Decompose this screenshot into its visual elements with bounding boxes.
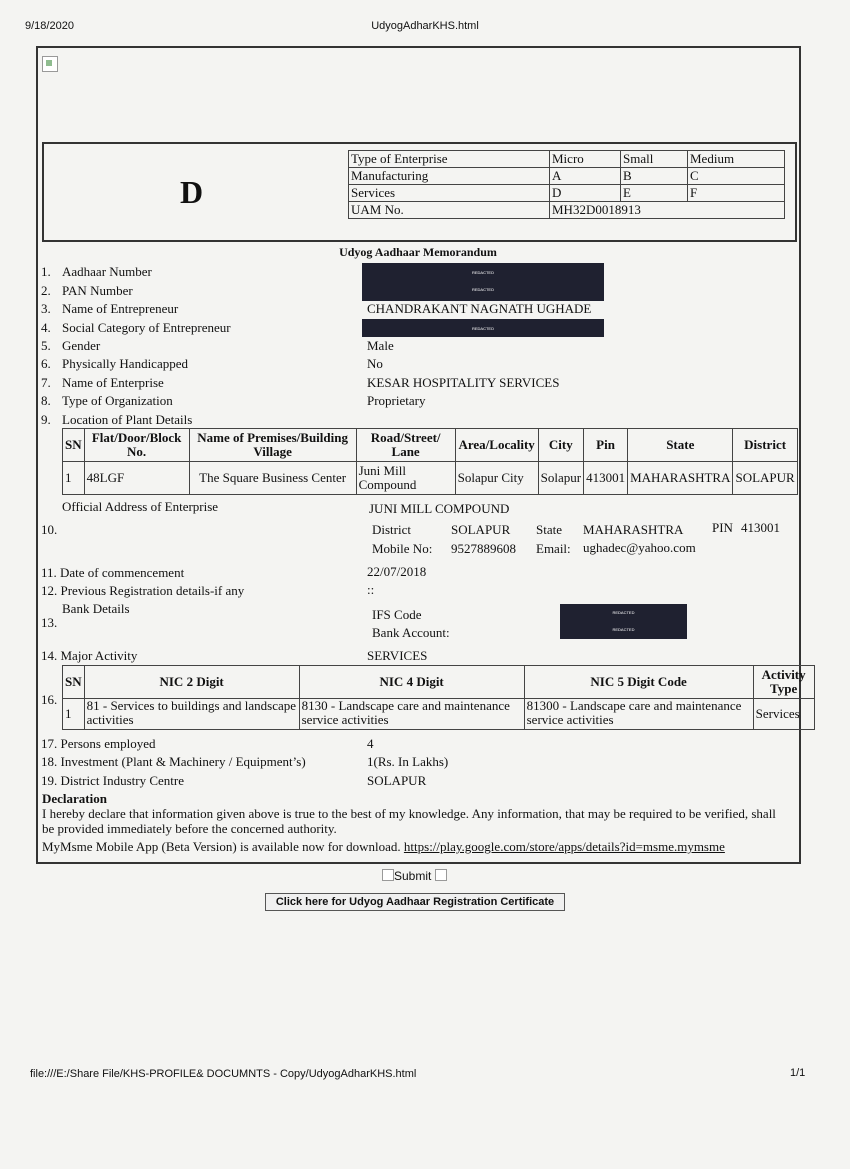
email-label: Email: <box>536 541 571 556</box>
aadhaar-label: Aadhaar Number <box>62 264 152 279</box>
item-number: 8. <box>41 393 51 408</box>
print-footer-path: file:///E:/Share File/KHS-PROFILE& DOCUMNTS - Copy/UdyogAdharKHS.html <box>30 1068 417 1080</box>
table-cell: 413001 <box>584 462 628 495</box>
item-number: 7. <box>41 375 51 390</box>
entrepreneur-label: Name of Entrepreneur <box>62 301 179 316</box>
table-cell: 48LGF <box>84 462 189 495</box>
redaction-text: REDACTED <box>612 627 635 632</box>
table-cell: D <box>550 185 621 202</box>
registration-certificate-button[interactable]: Click here for Udyog Aadhaar Registration Certificate <box>265 893 565 911</box>
item-number: 3. <box>41 301 51 316</box>
mobile-value: 9527889608 <box>451 541 516 556</box>
column-header: SN <box>63 429 85 462</box>
redaction-text: REDACTED <box>471 287 494 292</box>
email-value: ughadec@yahoo.com <box>583 540 696 555</box>
column-header: NIC 2 Digit <box>84 666 299 699</box>
item-number: 5. <box>41 338 51 353</box>
plant-location-label: Location of Plant Details <box>62 412 193 427</box>
table-cell: Services <box>349 185 550 202</box>
table-cell: 8130 - Landscape care and maintenance service activities <box>299 699 524 730</box>
pin-label: PIN <box>712 520 733 535</box>
mobile-app-text: MyMsme Mobile App (Beta Version) is available now for download. <box>42 839 401 854</box>
column-header: Area/Locality <box>455 429 538 462</box>
column-header: Activity Type <box>753 666 814 699</box>
table-cell: Solapur <box>538 462 583 495</box>
state-label: State <box>536 522 562 537</box>
broken-image-icon <box>42 56 58 72</box>
district-value: SOLAPUR <box>451 522 511 537</box>
table-cell: SOLAPUR <box>733 462 797 495</box>
redaction-text: REDACTED <box>471 270 494 275</box>
district-industry-centre-label: 19. District Industry Centre <box>41 773 184 788</box>
table-cell: Solapur City <box>455 462 538 495</box>
bank-account-label: Bank Account: <box>372 625 450 640</box>
table-cell: F <box>688 185 785 202</box>
item-number: 16. <box>41 692 58 707</box>
print-page-number: 1/1 <box>790 1067 806 1079</box>
official-address-label: Official Address of Enterprise <box>62 499 219 514</box>
uam-number: MH32D0018913 <box>550 202 785 219</box>
handicapped-label: Physically Handicapped <box>62 356 188 371</box>
state-value: MAHARASHTRA <box>583 522 684 537</box>
form-title: Udyog Aadhaar Memorandum <box>339 245 497 259</box>
column-header: City <box>538 429 583 462</box>
commencement-date: 22/07/2018 <box>367 564 427 579</box>
persons-employed-label: 17. Persons employed <box>41 736 156 751</box>
table-cell: Type of Enterprise <box>349 151 550 168</box>
district-industry-centre-value: SOLAPUR <box>367 773 427 788</box>
submit-button[interactable] <box>382 869 447 883</box>
redaction-social-category <box>362 319 604 337</box>
table-cell: Small <box>621 151 688 168</box>
column-header: Flat/Door/Block No. <box>84 429 189 462</box>
item-number: 9. <box>41 412 51 427</box>
persons-employed-value: 4 <box>367 736 374 751</box>
submit-label: Submit <box>394 869 432 883</box>
item-number: 10. <box>41 522 58 537</box>
declaration-text: I hereby declare that information given above is true to the best of my knowledge. Any information, that may be required to be verified, shall be provided immediately before the concerned authority. <box>42 806 776 836</box>
plant-location-table <box>62 428 798 495</box>
major-activity-label: 14. Major Activity <box>41 648 138 663</box>
redaction-text: REDACTED <box>612 610 635 615</box>
pin-value: 413001 <box>741 520 780 535</box>
investment-value: 1(Rs. In Lakhs) <box>367 754 449 769</box>
nic-activity-table <box>62 665 815 730</box>
entrepreneur-name: CHANDRAKANT NAGNATH UGHADE <box>367 301 592 316</box>
table-cell: 1 <box>63 699 85 730</box>
print-title: UdyogAdharKHS.html <box>371 20 479 32</box>
column-header: District <box>733 429 797 462</box>
table-cell: Micro <box>550 151 621 168</box>
bank-details-label: Bank Details <box>62 601 130 616</box>
table-row <box>63 699 815 730</box>
enterprise-class-letter: D <box>180 174 204 210</box>
previous-registration-value: :: <box>367 582 375 597</box>
redaction-text: REDACTED <box>471 326 494 331</box>
table-cell: Juni Mill Compound <box>356 462 455 495</box>
broken-image-icon <box>435 869 447 881</box>
print-date: 9/18/2020 <box>25 20 74 32</box>
column-header: Name of Premises/Building Village <box>189 429 356 462</box>
organization-type: Proprietary <box>367 393 426 408</box>
commencement-label: 11. Date of commencement <box>41 565 185 580</box>
column-header: SN <box>63 666 85 699</box>
table-cell: 81300 - Landscape care and maintenance service activities <box>524 699 753 730</box>
table-row <box>63 462 798 495</box>
table-cell: B <box>621 168 688 185</box>
social-category-label: Social Category of Entrepreneur <box>62 320 231 335</box>
mobile-app-link[interactable]: https://play.google.com/store/apps/details?id=msme.mymsme <box>403 839 725 854</box>
item-number: 4. <box>41 320 51 335</box>
column-header: NIC 5 Digit Code <box>524 666 753 699</box>
redaction-bank <box>560 604 687 639</box>
table-cell: Medium <box>688 151 785 168</box>
table-header-row <box>63 666 815 699</box>
organization-type-label: Type of Organization <box>62 393 173 408</box>
gender-value: Male <box>367 338 394 353</box>
mobile-label: Mobile No: <box>372 541 433 556</box>
declaration-heading: Declaration <box>42 791 107 806</box>
table-cell: A <box>550 168 621 185</box>
table-cell: 81 - Services to buildings and landscape activities <box>84 699 299 730</box>
investment-label: 18. Investment (Plant & Machinery / Equipment’s) <box>41 754 306 769</box>
pan-label: PAN Number <box>62 283 133 298</box>
table-cell: E <box>621 185 688 202</box>
column-header: Pin <box>584 429 628 462</box>
redaction-aadhaar-pan <box>362 263 604 301</box>
table-cell: Manufacturing <box>349 168 550 185</box>
enterprise-name-label: Name of Enterprise <box>62 375 164 390</box>
district-label: District <box>372 522 411 537</box>
column-header: State <box>628 429 733 462</box>
handicapped-value: No <box>367 356 383 371</box>
table-cell: Services <box>753 699 814 730</box>
ifs-code-label: IFS Code <box>372 607 422 622</box>
enterprise-type-table <box>348 150 785 219</box>
major-activity-value: SERVICES <box>367 648 428 663</box>
previous-registration-label: 12. Previous Registration details-if any <box>41 583 245 598</box>
column-header: NIC 4 Digit <box>299 666 524 699</box>
item-number: 2. <box>41 283 51 298</box>
item-number: 6. <box>41 356 51 371</box>
table-cell: 1 <box>63 462 85 495</box>
item-number: 1. <box>41 264 51 279</box>
uam-label: UAM No. <box>349 202 550 219</box>
table-cell: The Square Business Center <box>189 462 356 495</box>
broken-image-icon <box>382 869 394 881</box>
table-cell: C <box>688 168 785 185</box>
address-line: JUNI MILL COMPOUND <box>369 501 510 516</box>
item-number: 13. <box>41 615 58 630</box>
mobile-app-note <box>42 839 725 855</box>
enterprise-name: KESAR HOSPITALITY SERVICES <box>367 375 560 390</box>
column-header: Road/Street/ Lane <box>356 429 455 462</box>
table-cell: MAHARASHTRA <box>628 462 733 495</box>
table-header-row <box>63 429 798 462</box>
gender-label: Gender <box>62 338 101 353</box>
